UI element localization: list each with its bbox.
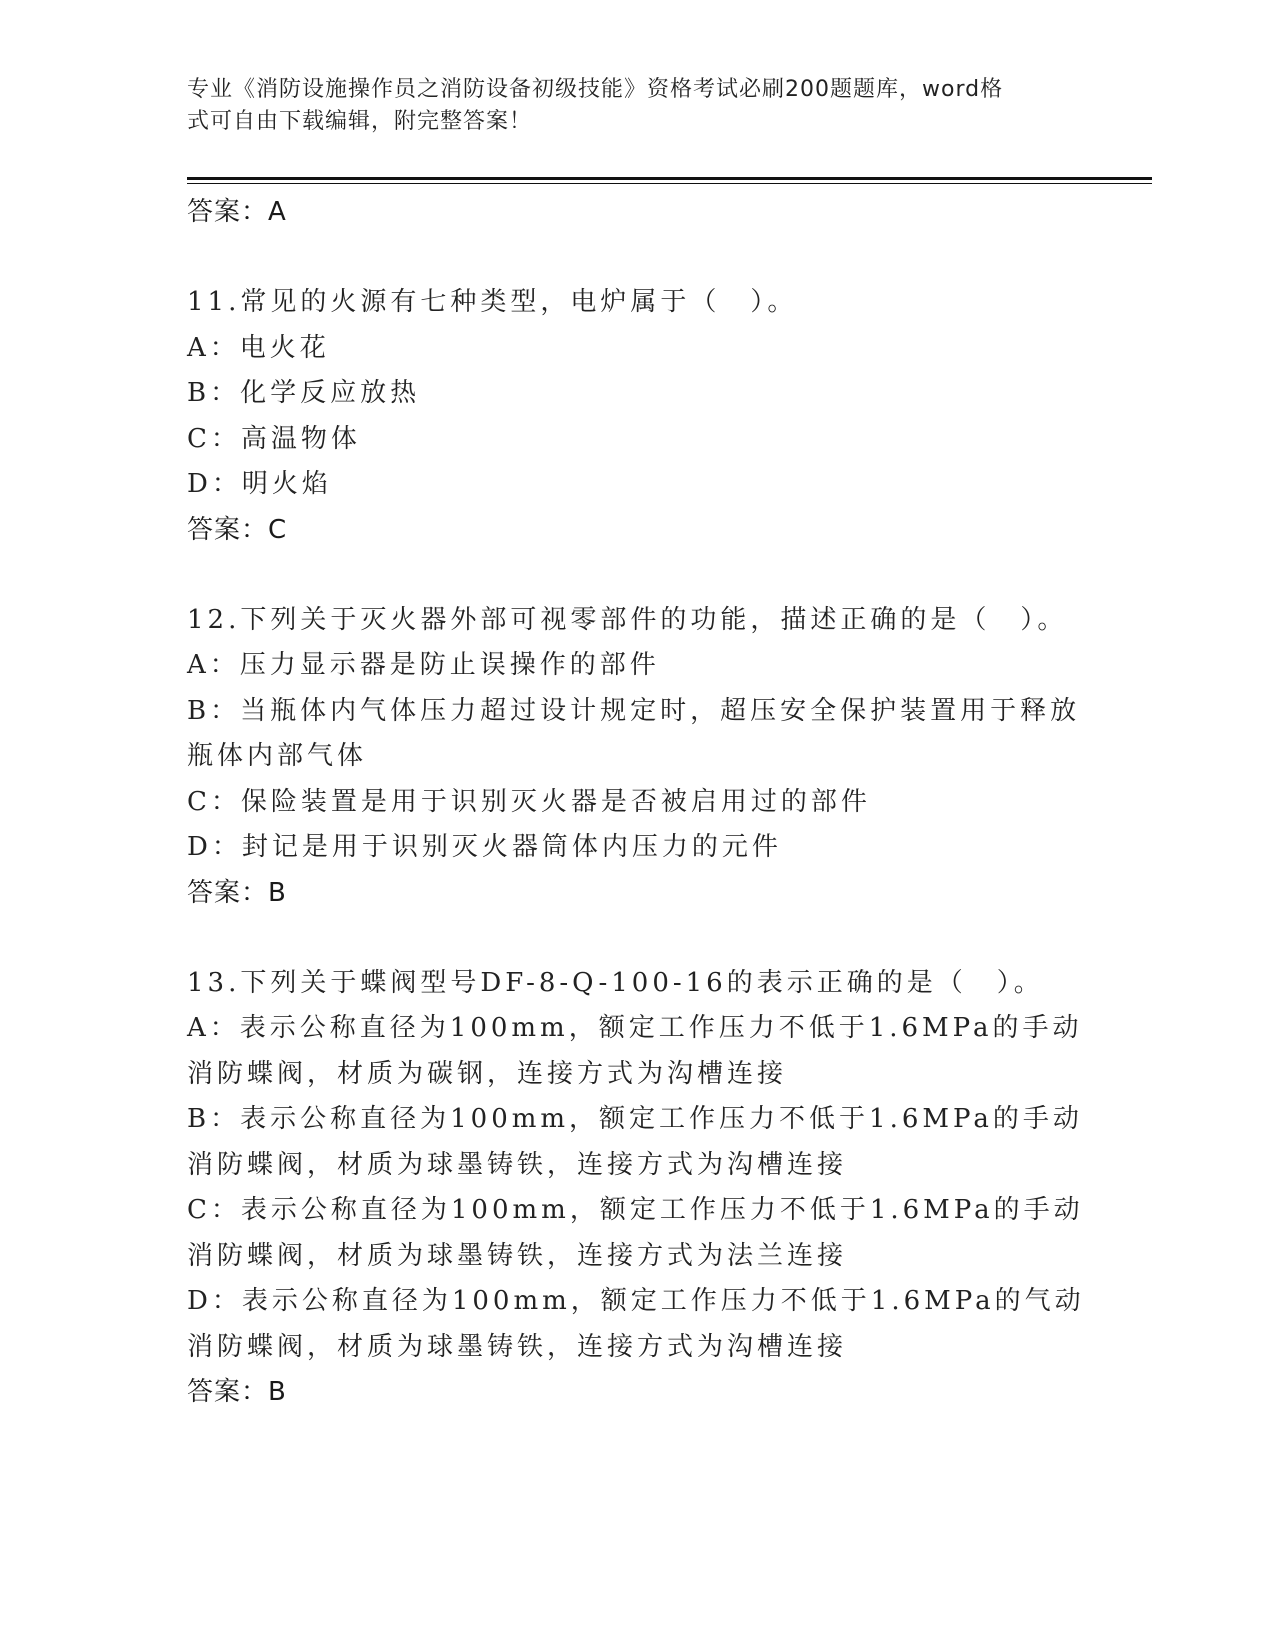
option-d: D：表示公称直径为100mm，额定工作压力不低于1.6MPa的气动消防蝶阀，材质为球墨铸铁，连接方式为沟槽连接 bbox=[187, 1286, 1085, 1362]
option-b: B：表示公称直径为100mm，额定工作压力不低于1.6MPa的手动消防蝶阀，材质为球墨铸铁，连接方式为沟槽连接 bbox=[187, 1104, 1083, 1180]
spacer bbox=[187, 234, 1087, 280]
header-rule-thick bbox=[187, 177, 1152, 180]
option-a: A：电火花 bbox=[187, 332, 330, 363]
answer: 答案：B bbox=[187, 1377, 287, 1407]
option-a: A：表示公称直径为100mm，额定工作压力不低于1.6MPa的手动消防蝶阀，材质为碳钢，连接方式为沟槽连接 bbox=[187, 1013, 1083, 1089]
question-text: 13.下列关于蝶阀型号DF-8-Q-100-16的表示正确的是（ ）。 bbox=[187, 967, 1044, 998]
spacer bbox=[187, 915, 1087, 961]
option-a: A：压力显示器是防止误操作的部件 bbox=[187, 650, 660, 680]
answer: 答案：B bbox=[187, 877, 287, 908]
answer: 答案：C bbox=[187, 514, 288, 545]
option-d: D：明火焰 bbox=[187, 469, 332, 499]
question-block-11 bbox=[187, 280, 1087, 552]
option-c: C：保险装置是用于识别灭火器是否被启用过的部件 bbox=[187, 786, 871, 817]
header-line-1: 专业《消防设施操作员之消防设备初级技能》资格考试必刷200题题库，word格 bbox=[187, 77, 1004, 102]
option-b: B：当瓶体内气体压力超过设计规定时，超压安全保护装置用于释放瓶体内部气体 bbox=[187, 695, 1081, 771]
previous-answer: 答案：A bbox=[187, 197, 287, 227]
option-c: C：高温物体 bbox=[187, 423, 361, 454]
question-text: 11.常见的火源有七种类型，电炉属于（ ）。 bbox=[187, 287, 798, 317]
header-rule-thin bbox=[187, 183, 1152, 184]
question-text: 12.下列关于灭火器外部可视零部件的功能，描述正确的是（ ）。 bbox=[187, 604, 1068, 635]
header-line-2: 式可自由下载编辑，附完整答案！ bbox=[187, 109, 533, 134]
option-c: C：表示公称直径为100mm，额定工作压力不低于1.6MPa的手动消防蝶阀，材质为球墨铸铁，连接方式为法兰连接 bbox=[187, 1195, 1084, 1271]
question-content bbox=[187, 190, 1087, 1414]
option-b: B：化学反应放热 bbox=[187, 378, 421, 408]
spacer bbox=[187, 552, 1087, 598]
question-block-12 bbox=[187, 598, 1087, 915]
document-header bbox=[187, 74, 1067, 138]
option-d: D：封记是用于识别灭火器筒体内压力的元件 bbox=[187, 832, 782, 862]
question-block-13 bbox=[187, 961, 1087, 1415]
